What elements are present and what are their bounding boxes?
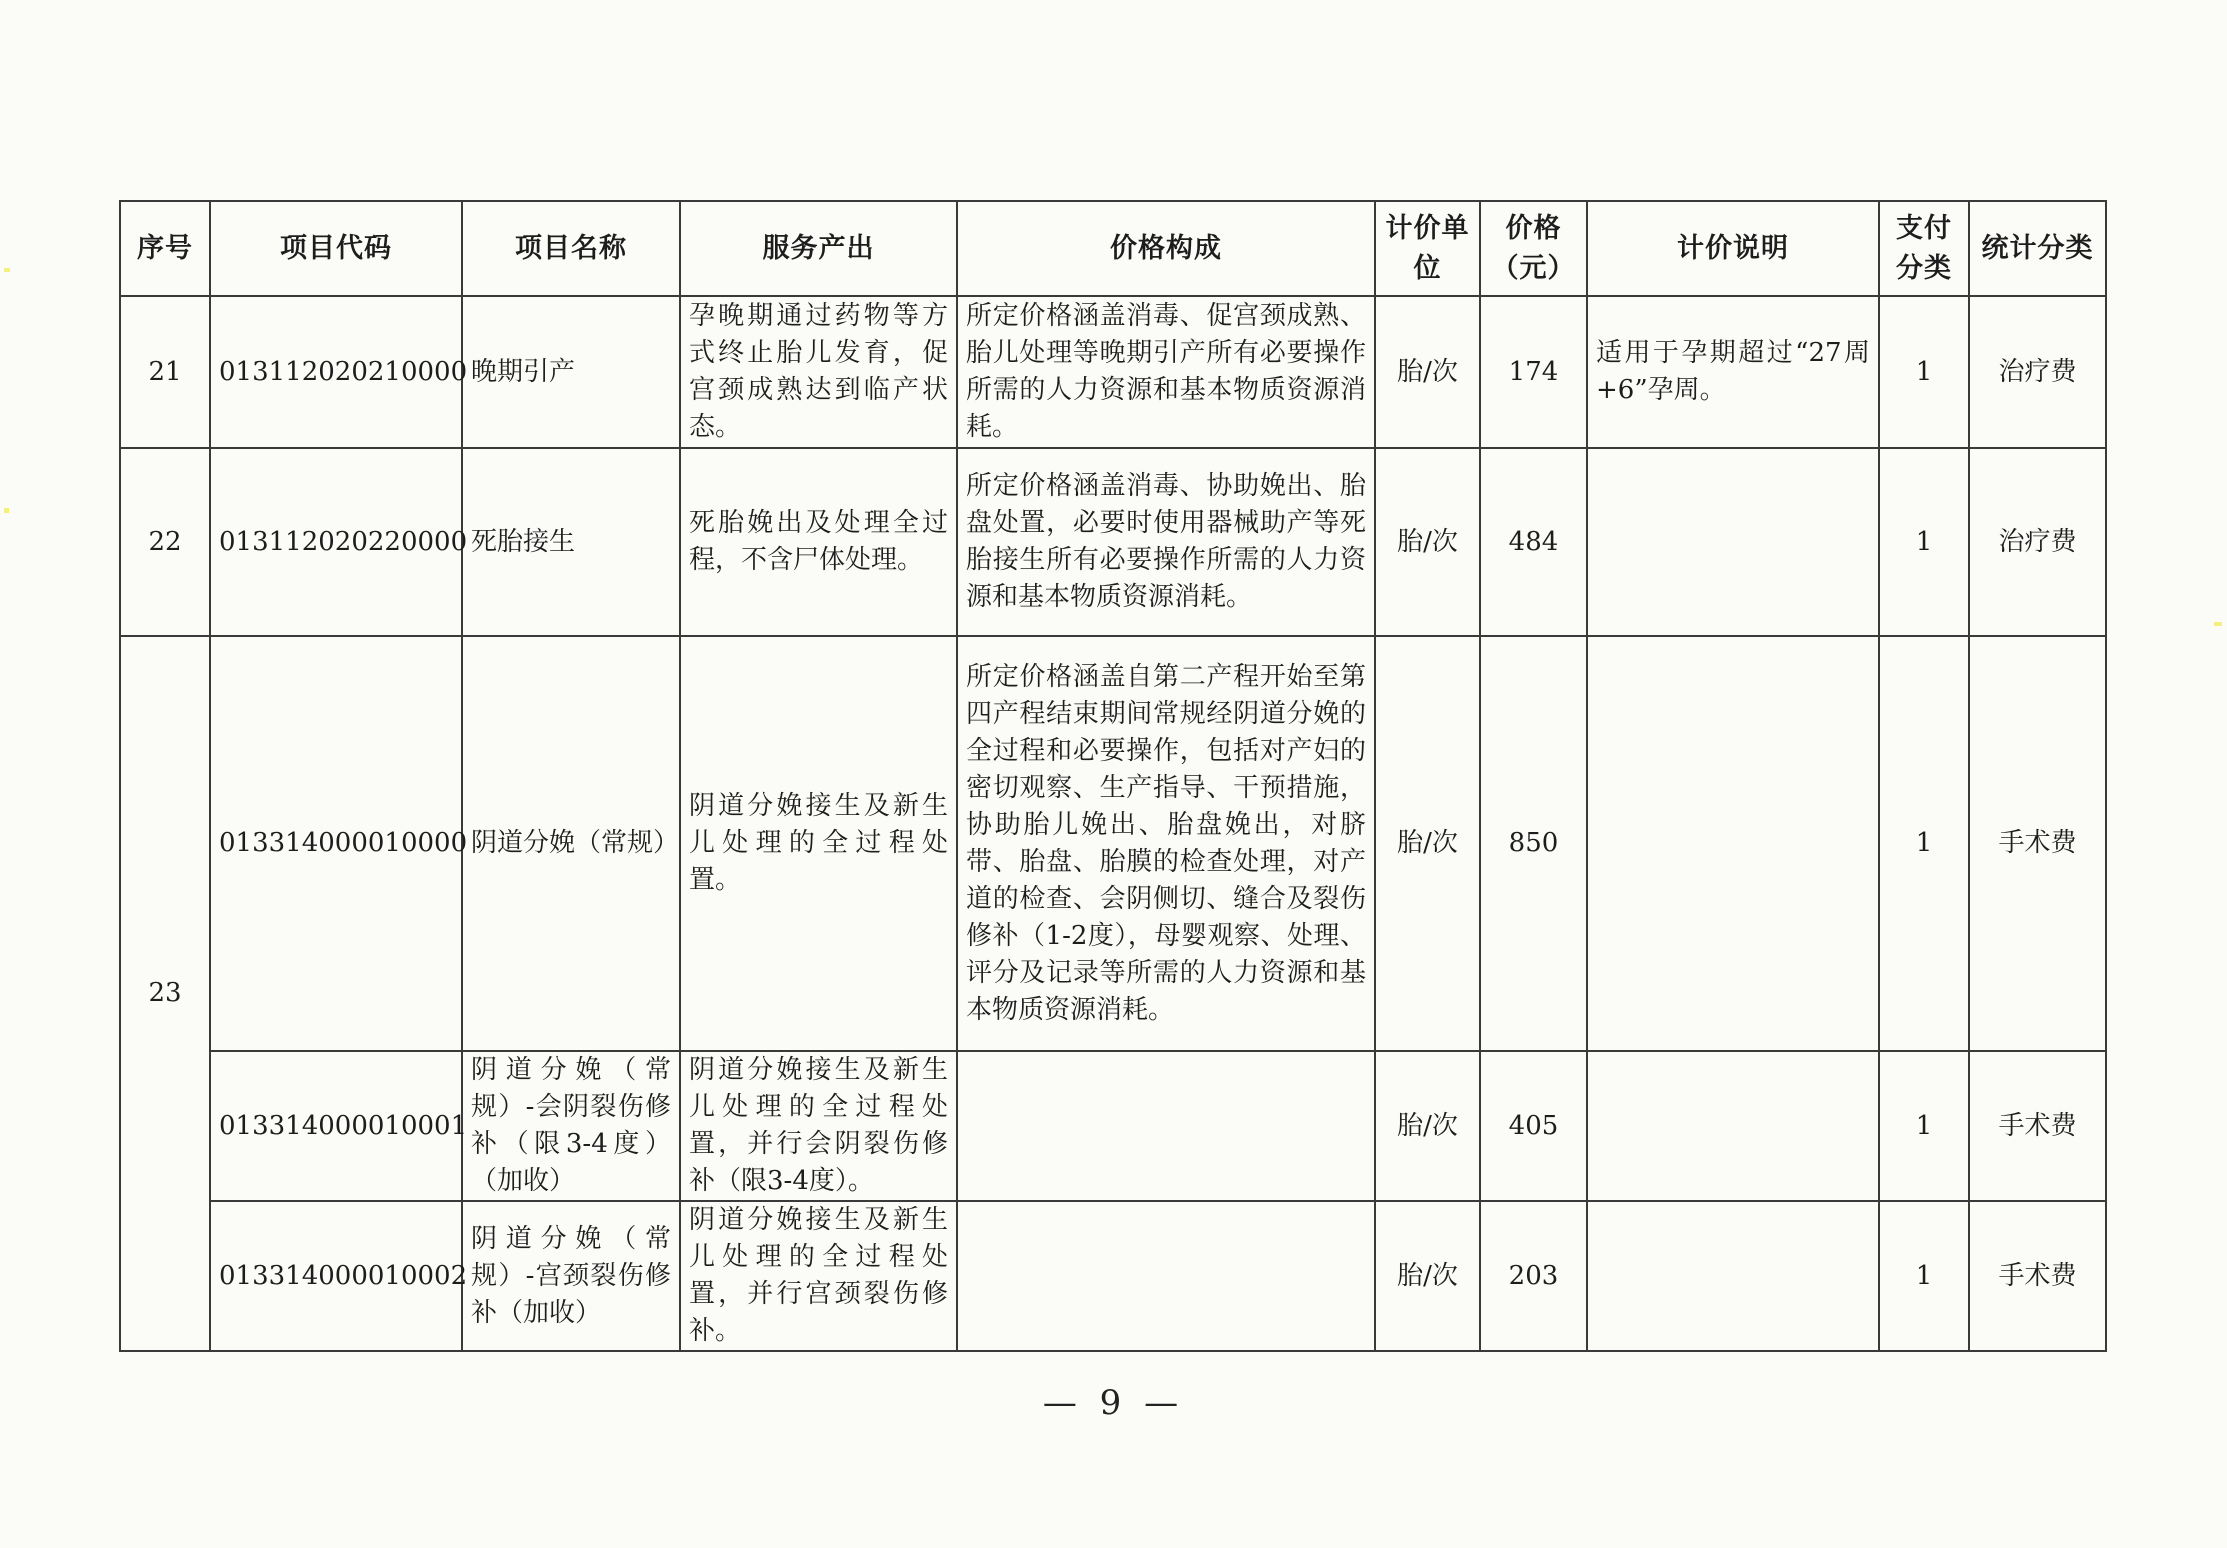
row-output: 阴道分娩接生及新生儿处理的全过程处置，并行宫颈裂伤修补。 bbox=[680, 1201, 957, 1351]
row-seq: 22 bbox=[120, 448, 210, 636]
row-composition bbox=[957, 1201, 1375, 1351]
row-note bbox=[1587, 636, 1879, 1051]
row-unit: 胎/次 bbox=[1375, 636, 1480, 1051]
row-pay: 1 bbox=[1879, 636, 1969, 1051]
row-output: 阴道分娩接生及新生儿处理的全过程处置。 bbox=[680, 636, 957, 1051]
row-stat: 治疗费 bbox=[1969, 296, 2106, 448]
header-pay: 支付分类 bbox=[1879, 201, 1969, 296]
table-row bbox=[120, 1201, 2106, 1351]
row-code: 013314000010000 bbox=[210, 636, 462, 1051]
row-code: 013112020220000 bbox=[210, 448, 462, 636]
row-price: 405 bbox=[1480, 1051, 1587, 1201]
row-output: 阴道分娩接生及新生儿处理的全过程处置，并行会阴裂伤修补（限3-4度）。 bbox=[680, 1051, 957, 1201]
row-stat: 手术费 bbox=[1969, 1051, 2106, 1201]
row-note bbox=[1587, 448, 1879, 636]
header-name: 项目名称 bbox=[462, 201, 680, 296]
header-unit: 计价单位 bbox=[1375, 201, 1480, 296]
row-name: 阴道分娩（常规）-会阴裂伤修补（限3-4度）（加收） bbox=[462, 1051, 680, 1201]
page-number: — 9 — bbox=[1042, 1383, 1185, 1423]
row-unit: 胎/次 bbox=[1375, 1201, 1480, 1351]
row-price: 484 bbox=[1480, 448, 1587, 636]
row-unit: 胎/次 bbox=[1375, 296, 1480, 448]
row-stat: 手术费 bbox=[1969, 1201, 2106, 1351]
row-note bbox=[1587, 1051, 1879, 1201]
row-pay: 1 bbox=[1879, 296, 1969, 448]
row-price: 203 bbox=[1480, 1201, 1587, 1351]
row-pay: 1 bbox=[1879, 1051, 1969, 1201]
price-table bbox=[119, 200, 2107, 1352]
header-composition: 价格构成 bbox=[957, 201, 1375, 296]
row-note: 适用于孕期超过“27周+6”孕周。 bbox=[1587, 296, 1879, 448]
row-code: 013112020210000 bbox=[210, 296, 462, 448]
header-note: 计价说明 bbox=[1587, 201, 1879, 296]
margin-mark-3 bbox=[2214, 622, 2222, 626]
table-row bbox=[120, 636, 2106, 1051]
row-seq: 23 bbox=[120, 636, 210, 1351]
row-price: 174 bbox=[1480, 296, 1587, 448]
row-stat: 治疗费 bbox=[1969, 448, 2106, 636]
header-seq: 序号 bbox=[120, 201, 210, 296]
row-note bbox=[1587, 1201, 1879, 1351]
table-row bbox=[120, 448, 2106, 636]
row-code: 013314000010001 bbox=[210, 1051, 462, 1201]
table-row bbox=[120, 1051, 2106, 1201]
row-name: 阴道分娩（常规） bbox=[462, 636, 680, 1051]
row-name: 阴道分娩（常规）-宫颈裂伤修补（加收） bbox=[462, 1201, 680, 1351]
row-price: 850 bbox=[1480, 636, 1587, 1051]
row-unit: 胎/次 bbox=[1375, 1051, 1480, 1201]
row-code: 013314000010002 bbox=[210, 1201, 462, 1351]
header-code: 项目代码 bbox=[210, 201, 462, 296]
row-unit: 胎/次 bbox=[1375, 448, 1480, 636]
row-seq: 21 bbox=[120, 296, 210, 448]
row-pay: 1 bbox=[1879, 448, 1969, 636]
header-stat: 统计分类 bbox=[1969, 201, 2106, 296]
margin-mark-2 bbox=[4, 508, 9, 513]
row-stat: 手术费 bbox=[1969, 636, 2106, 1051]
row-pay: 1 bbox=[1879, 1201, 1969, 1351]
row-composition: 所定价格涵盖消毒、协助娩出、胎盘处置，必要时使用器械助产等死胎接生所有必要操作所需的人力资源和基本物质资源消耗。 bbox=[957, 448, 1375, 636]
row-name: 晚期引产 bbox=[462, 296, 680, 448]
row-output: 孕晚期通过药物等方式终止胎儿发育，促宫颈成熟达到临产状态。 bbox=[680, 296, 957, 448]
row-name: 死胎接生 bbox=[462, 448, 680, 636]
row-output: 死胎娩出及处理全过程，不含尸体处理。 bbox=[680, 448, 957, 636]
header-row bbox=[120, 201, 2106, 296]
header-output: 服务产出 bbox=[680, 201, 957, 296]
margin-mark-1 bbox=[4, 268, 10, 272]
row-composition: 所定价格涵盖消毒、促宫颈成熟、胎儿处理等晚期引产所有必要操作所需的人力资源和基本物质资源消耗。 bbox=[957, 296, 1375, 448]
table-row bbox=[120, 296, 2106, 448]
row-composition bbox=[957, 1051, 1375, 1201]
row-composition: 所定价格涵盖自第二产程开始至第四产程结束期间常规经阴道分娩的全过程和必要操作，包括对产妇的密切观察、生产指导、干预措施，协助胎儿娩出、胎盘娩出，对脐带、胎盘、胎膜的检查处理，对产道的检查、会阴侧切、缝合及裂伤修补（1-2度），母婴观察、处理、评分及记录等所需的人力资源和基本物质资源消耗。 bbox=[957, 636, 1375, 1051]
header-price: 价格（元） bbox=[1480, 201, 1587, 296]
